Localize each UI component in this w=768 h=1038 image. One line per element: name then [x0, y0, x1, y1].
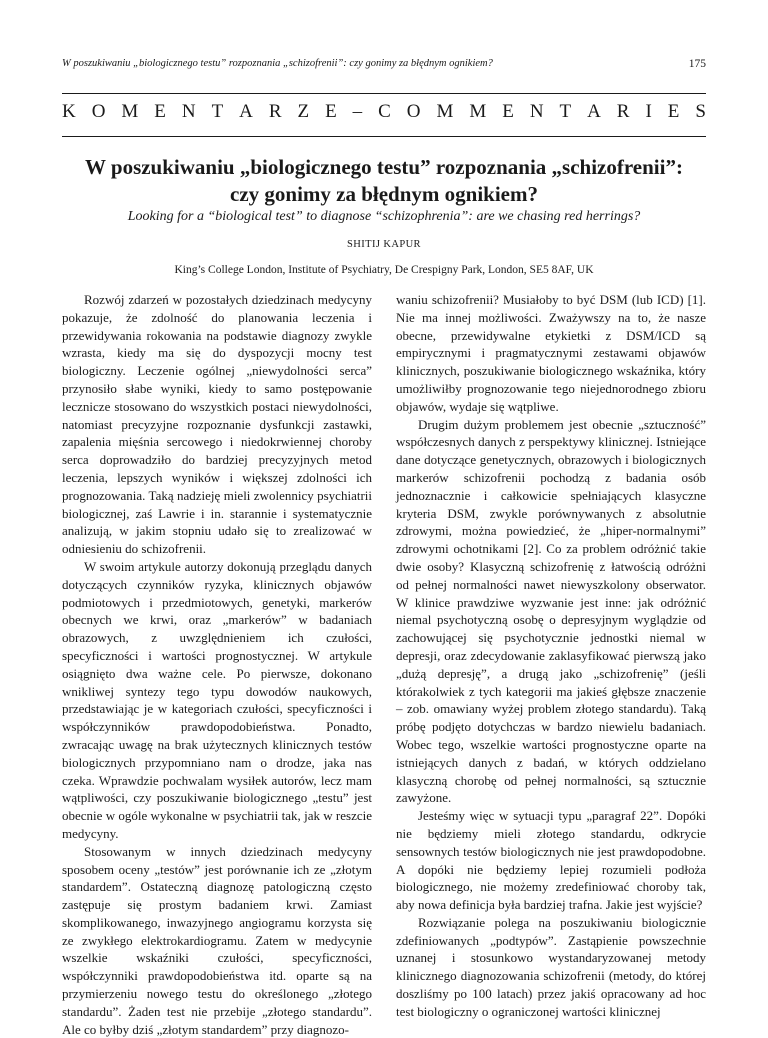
section-heading-letter: C	[378, 101, 391, 122]
right-column	[396, 291, 706, 1021]
section-heading-letter: N	[529, 101, 544, 122]
section-heading-letter: K	[62, 101, 76, 122]
paragraph: Jesteśmy więc w sytuacji typu „paragraf 22”. Dopóki nie będziemy mieli złotego standardu, odkrycie sensownych testów biologicznych nie jest prawdopodobne. A dopóki nie będziemy lepiej rozumieli podłoża biologicznego, nie możemy zredefiniować choroby tak, aby nowa definicja była bardziej trafna. Jakie jest wyjście?	[396, 808, 706, 913]
section-heading-letter: T	[211, 101, 224, 122]
section-heading-letter: O	[406, 101, 421, 122]
section-heading-letter: Z	[297, 101, 310, 122]
section-heading-letter: M	[469, 101, 487, 122]
paragraph: waniu schizofrenii? Musiałoby to być DSM (lub ICD) [1]. Nie ma innej możliwości. Zważywszy na to, że nasze obecne, przewidywalne etykietki z DSM/ICD są empirycznymi i pragmatycznymi zestawami objawów klinicznych, poszukiwanie biologicznego wskaźnika, który umożliwiłby prognozowanie tego niejednorodnego zbioru objawów, wydaje się wątpliwe.	[396, 292, 706, 414]
section-heading-letter: E	[154, 101, 166, 122]
section-heading-letter: M	[436, 101, 454, 122]
section-heading-letter: T	[559, 101, 572, 122]
section-heading-letter: R	[268, 101, 282, 122]
section-heading-letter: E	[325, 101, 337, 122]
paragraph: Rozwój zdarzeń w pozostałych dziedzinach medycyny pokazuje, że zdolność do planowania leczenia i przewidywania rokowania na podstawie diagnozy zwykle wzrasta, kiedy ma się do dyspozycji mocny test biologiczny. Leczenie ogólnej „niewydolności serca” przynosiło słabe wyniki, kiedy to samo postępowanie lecznicze stosowano do wszystkich postaci niewydolności, natomiast precyzyjne rozpoznanie dysfunkcji zastawki, zapalenia mięśnia sercowego i niedokrwiennej choroby serca doprowadziło do bardziej precyzyjnych metod leczenia, lepszych wyników i większej zdolności ich prognozowania. Taką nadzieję mieli zwolennicy psychiatrii biologicznej, zaś Lawrie i in. starannie i systematycznie analizują, w jakim stopniu udało się to zrealizować w odniesieniu do schizofrenii.	[62, 292, 372, 557]
article-title-line-1: W poszukiwaniu „biologicznego testu” rozpoznania „schizofrenii”:	[85, 155, 683, 179]
article-title	[62, 154, 706, 208]
section-heading-letter: S	[695, 101, 706, 122]
section-heading-letter: E	[667, 101, 680, 122]
section-heading-letter: M	[121, 101, 139, 122]
page-number: 175	[688, 58, 706, 70]
section-heading-letter: N	[181, 101, 196, 122]
english-title: Looking for a “biological test” to diagnose “schizophrenia”: are we chasing red herrings?	[127, 209, 641, 224]
paragraph: W swoim artykule autorzy dokonują przeglądu danych dotyczących czynników ryzyka, klinicznych objawów podmiotowych i przedmiotowych, genetyki, markerów obecnych we krwi, oraz „markerów” w badaniach obrazowych, z uwzględnieniem ich czułości, specyficzności i wartości prognostycznej. W artykule osiągnięto dwa ważne cele. Po pierwsze, dokonano wnikliwej syntezy tego typu dowodów naukowych, przedstawiając je w kategoriach czułości, specyficzności i współczynników prawdopodobieństwa. Ponadto, zwracając uwagę na brak użytecznych klinicznych testów biologicznych przypomniano nam o drodze, jaka nas czeka. Wprawdzie pochwalam wysiłek autorów, lecz mam wątpliwości, czy poszukiwanie biologicznego „testu” jest obecnie w ogóle wykonalne w psychiatrii tak, jak w reszcie medycyny.	[62, 558, 372, 841]
section-heading-letter: I	[645, 101, 652, 122]
running-title: W poszukiwaniu „biologicznego testu” rozpoznania „schizofrenii”: czy gonimy za błędnym ognikiem?	[62, 58, 493, 69]
paragraph: Stosowanym w innych dziedzinach medycyny sposobem oceny „testów” jest porównanie ich ze „złotym standardem”. Ostateczną diagnozę patologiczną często zastępuje się prostym badaniem krwi. Zamiast skomplikowanego, inwazyjnego angiogramu korzysta się ze zwykłego elektrokardiogramu. Zatem w medycynie wszelkie wskaźniki czułości, specyficzności, współczynniki prawdopodobieństwa itd. oparte są na przymierzeniu nowego testu do określonego „złotego standardu”. Żaden test nie przebije „złotego standardu”. Ale co byłby dziś „złotym standardem” przy diagnozo-	[62, 843, 372, 1037]
section-heading	[62, 101, 706, 131]
bottom-rule	[62, 136, 706, 137]
section-heading-letter: –	[352, 101, 363, 122]
section-heading-letter: O	[91, 101, 106, 122]
section-heading-letter: A	[239, 101, 253, 122]
section-heading-letter: E	[502, 101, 514, 122]
article-title-line-2: czy gonimy za błędnym ognikiem?	[230, 182, 538, 206]
section-heading-letter: R	[616, 101, 630, 122]
paragraph: Drugim dużym problemem jest obecnie „sztuczność” współczesnych danych z perspektywy klinicznej. Istniejące dane dotyczące genetycznych, obrazowych i biologicznych markerów schizofrenii pochodzą z badania osób jednoznacznie i całkowicie spełniających klasyczne kryteria DSM, zwykle porównywanych z absolutnie zdrowymi, można powiedzieć, że „hiper-normalnymi” zdrowymi ochotnikami [2]. Co za problem odróżnić takie dwie osoby? Klasyczną schizofrenię z łatwością odróżni od pełnej normalności nawet niewyszkolony obserwator. W klinice prawdziwe wyzwanie jest inne: jak odróżnić niemal psychotyczną osobę o depresyjnym wyglądzie od zachowującej się psychotycznie jednostki niemal w depresji, oraz zdecydowanie zaklasyfikować pierwszą jako „dużą depresję”, a drugą jako „schizofrenię” (jeśli którakolwiek z tych kategorii ma jakieś głębsze znaczenie – zob. omawiany wyżej problem złotego standardu). Taką próbę podjęto dotychczas w bardzo niewielu badaniach. Wobec tego, wszelkie wartości prognostyczne oparte na istniejących danych z badań, w których oddzielano klasyczną chorobę od pełnej normalności, są sztucznie zawyżone.	[396, 416, 706, 806]
paragraph: Rozwiązanie polega na poszukiwaniu biologicznie zdefiniowanych „podtypów”. Zastąpienie powszechnie uznanej i stosunkowo wystandaryzowanej metody klinicznego diagnozowania schizofrenii (metody, do której doszliśmy po 100 latach) przez jakiś opracowany ad hoc test biologiczny o ograniczonej wartości klinicznej	[396, 914, 706, 1019]
left-column	[62, 291, 372, 1038]
affiliation: King’s College London, Institute of Psychiatry, De Crespigny Park, London, SE5 8AF, UK	[174, 264, 594, 276]
running-head	[62, 58, 706, 76]
author: SHITIJ KAPUR	[347, 239, 421, 250]
section-heading-letter: A	[587, 101, 601, 122]
top-rule	[62, 93, 706, 94]
